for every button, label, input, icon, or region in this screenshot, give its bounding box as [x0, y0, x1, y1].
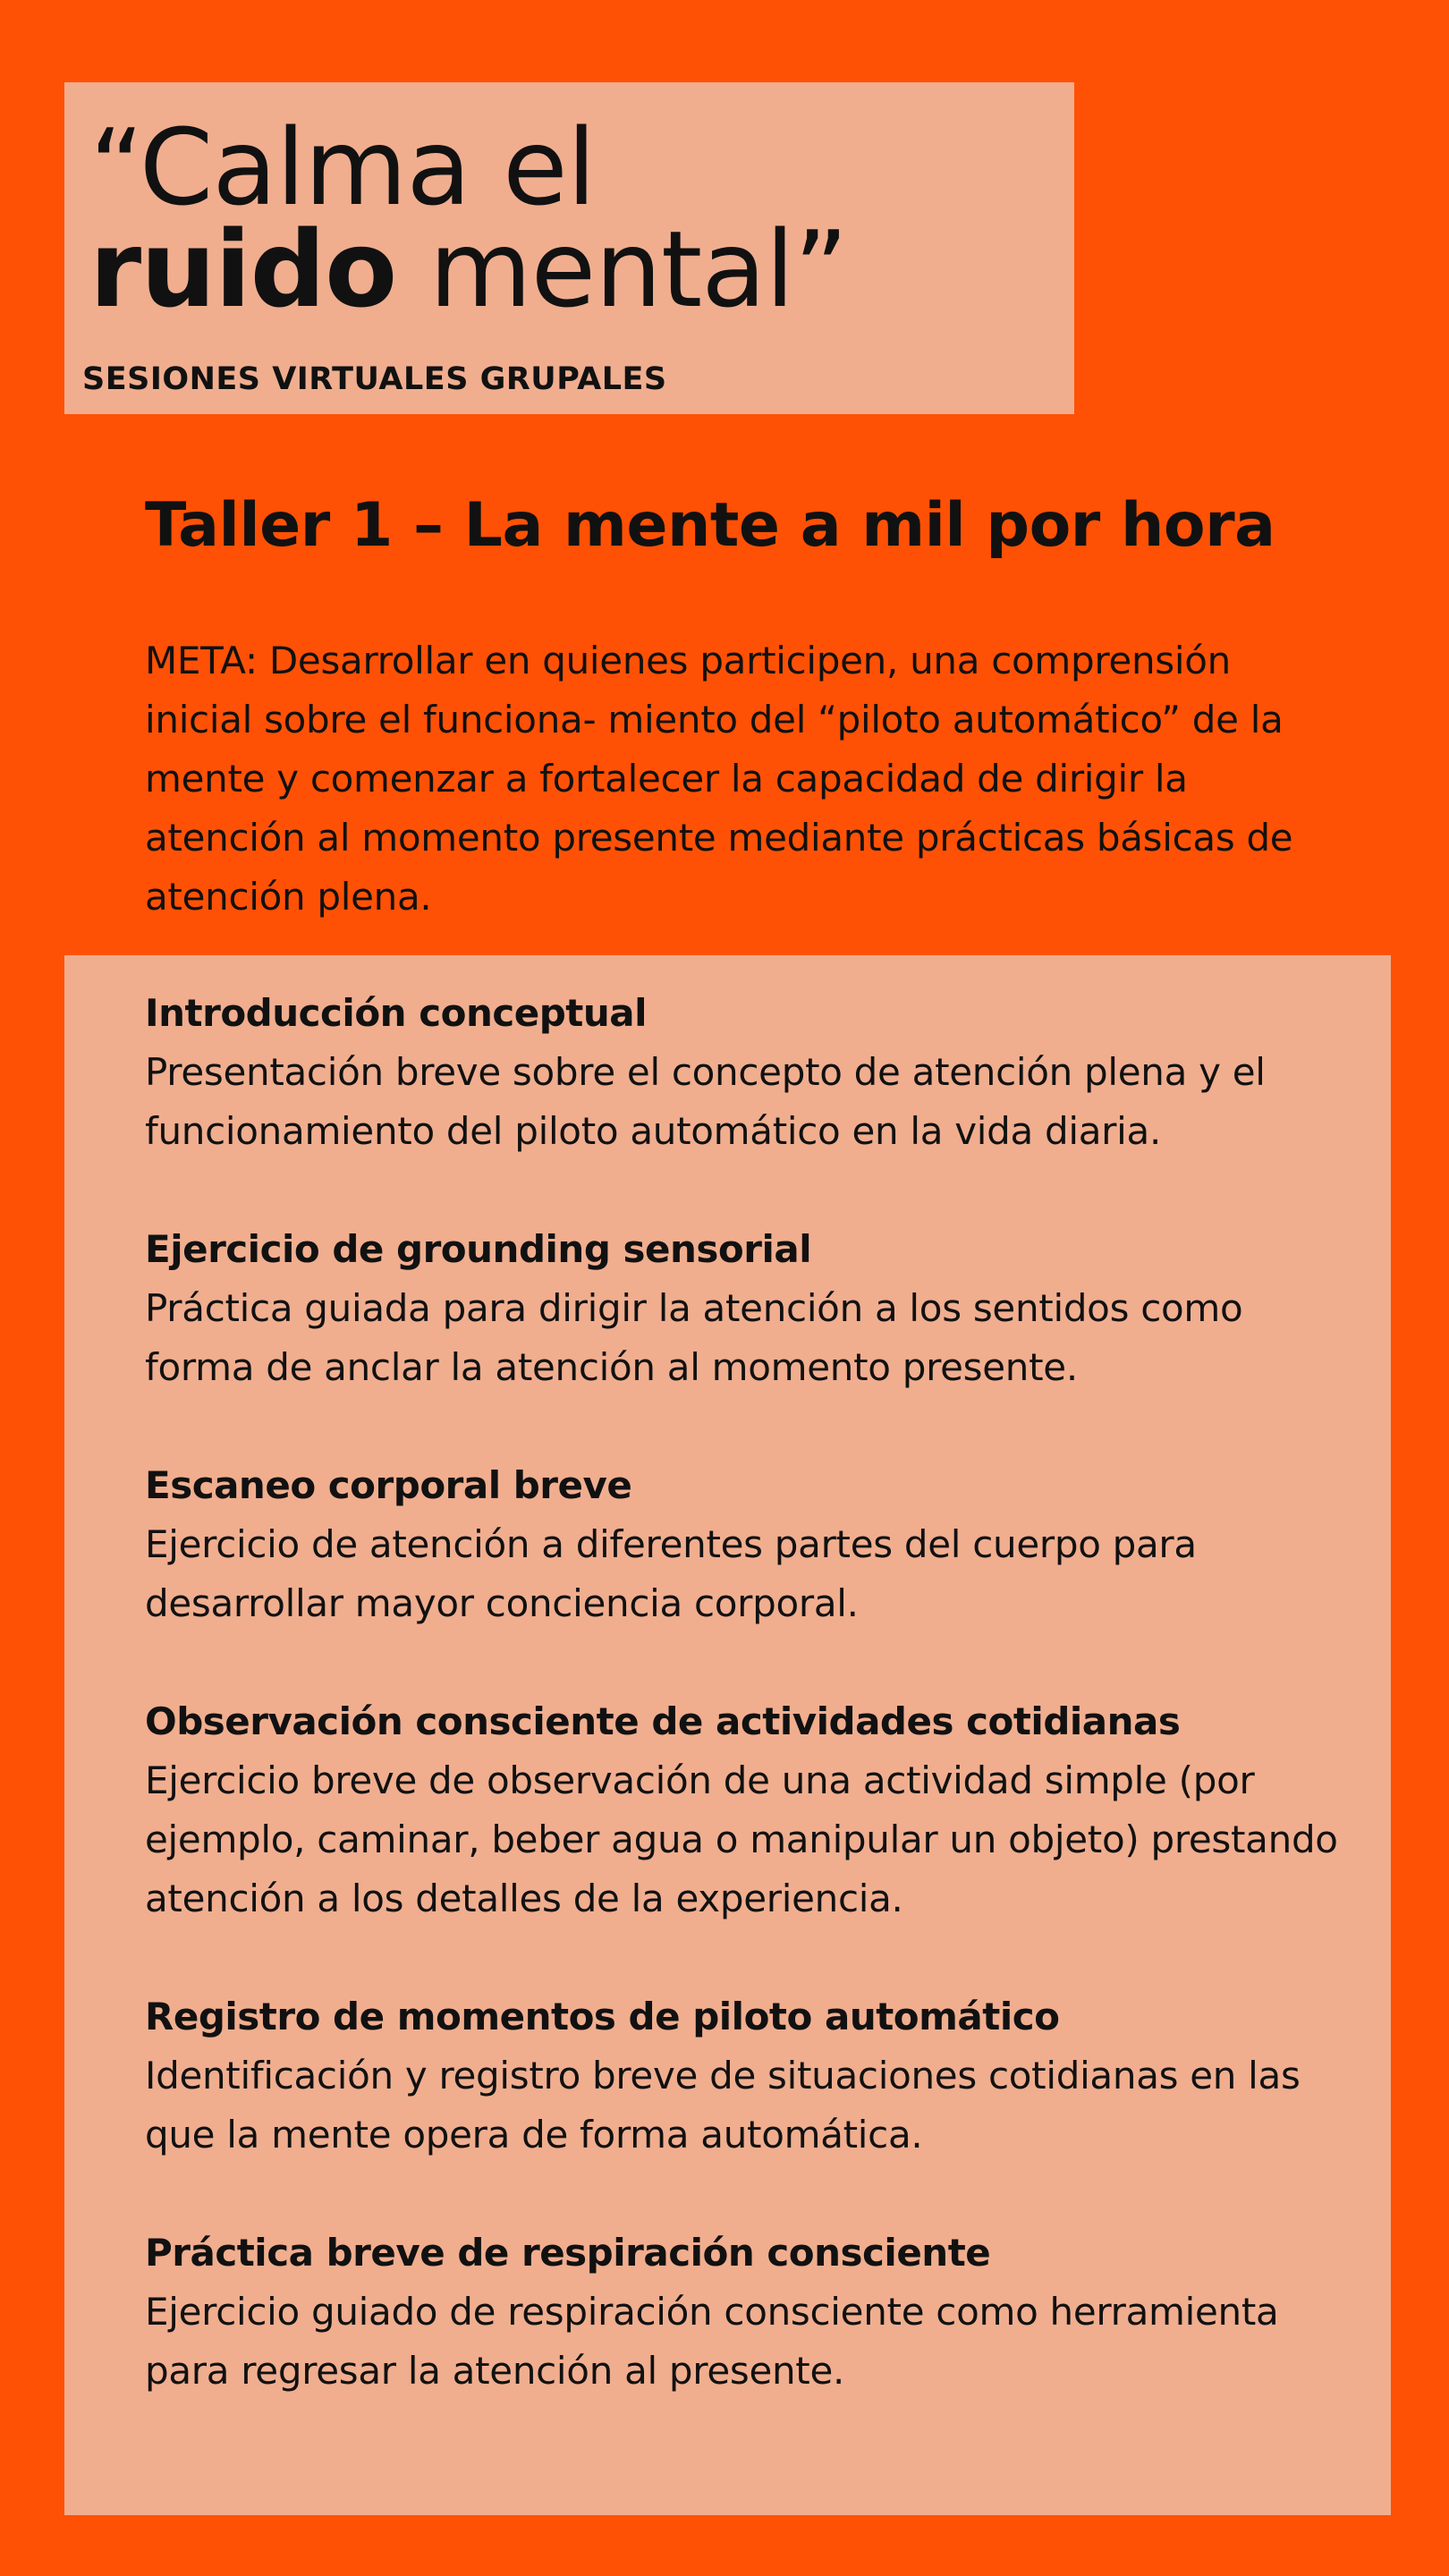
activity-item	[145, 984, 1343, 1161]
activity-title: Escaneo corporal breve	[145, 1463, 632, 1507]
activity-description: Identificación y registro breve de situaciones cotidianas en las que la mente opera de forma automática.	[145, 2054, 1301, 2157]
activity-item	[145, 1220, 1343, 1397]
headline-rest: mental”	[396, 208, 848, 331]
activity-title: Introducción conceptual	[145, 991, 648, 1035]
headline-line-2	[89, 208, 848, 331]
activity-description: Práctica guiada para dirigir la atención a los sentidos como forma de anclar la atención al momento presente.	[145, 1286, 1243, 1389]
activity-item	[145, 1692, 1343, 1928]
headline-line-1: “Calma el	[89, 106, 596, 229]
activity-list	[145, 984, 1343, 2460]
activity-item	[145, 2224, 1343, 2401]
activity-title: Ejercicio de grounding sensorial	[145, 1227, 812, 1271]
activity-title: Práctica breve de respiración consciente	[145, 2231, 991, 2275]
headline	[89, 106, 848, 331]
activity-description: Presentación breve sobre el concepto de atención plena y el funcionamiento del piloto automático en la vida diaria.	[145, 1050, 1266, 1153]
subtitle: SESIONES VIRTUALES GRUPALES	[82, 361, 667, 397]
activity-item	[145, 1987, 1343, 2165]
activity-description: Ejercicio breve de observación de una actividad simple (por ejemplo, caminar, beber agua o manipular un objeto) prestando atención a los detalles de la experiencia.	[145, 1758, 1338, 1920]
workshop-goal: META: Desarrollar en quienes participen, una comprensión inicial sobre el funciona- miento del “piloto automático” de la mente y comenzar a fortalecer la capacidad de dirigir la atención al momento presente mediante prácticas básicas de atención plena.	[145, 639, 1293, 919]
activity-title: Observación consciente de actividades cotidianas	[145, 1699, 1181, 1743]
workshop-title: Taller 1 – La mente a mil por hora	[145, 490, 1275, 561]
activity-title: Registro de momentos de piloto automático	[145, 1995, 1060, 2038]
headline-bold-word: ruido	[89, 208, 397, 331]
activity-description: Ejercicio de atención a diferentes partes del cuerpo para desarrollar mayor conciencia corporal.	[145, 1522, 1197, 1625]
activity-item	[145, 1456, 1343, 1633]
activity-description: Ejercicio guiado de respiración consciente como herramienta para regresar la atención al presente.	[145, 2290, 1279, 2393]
